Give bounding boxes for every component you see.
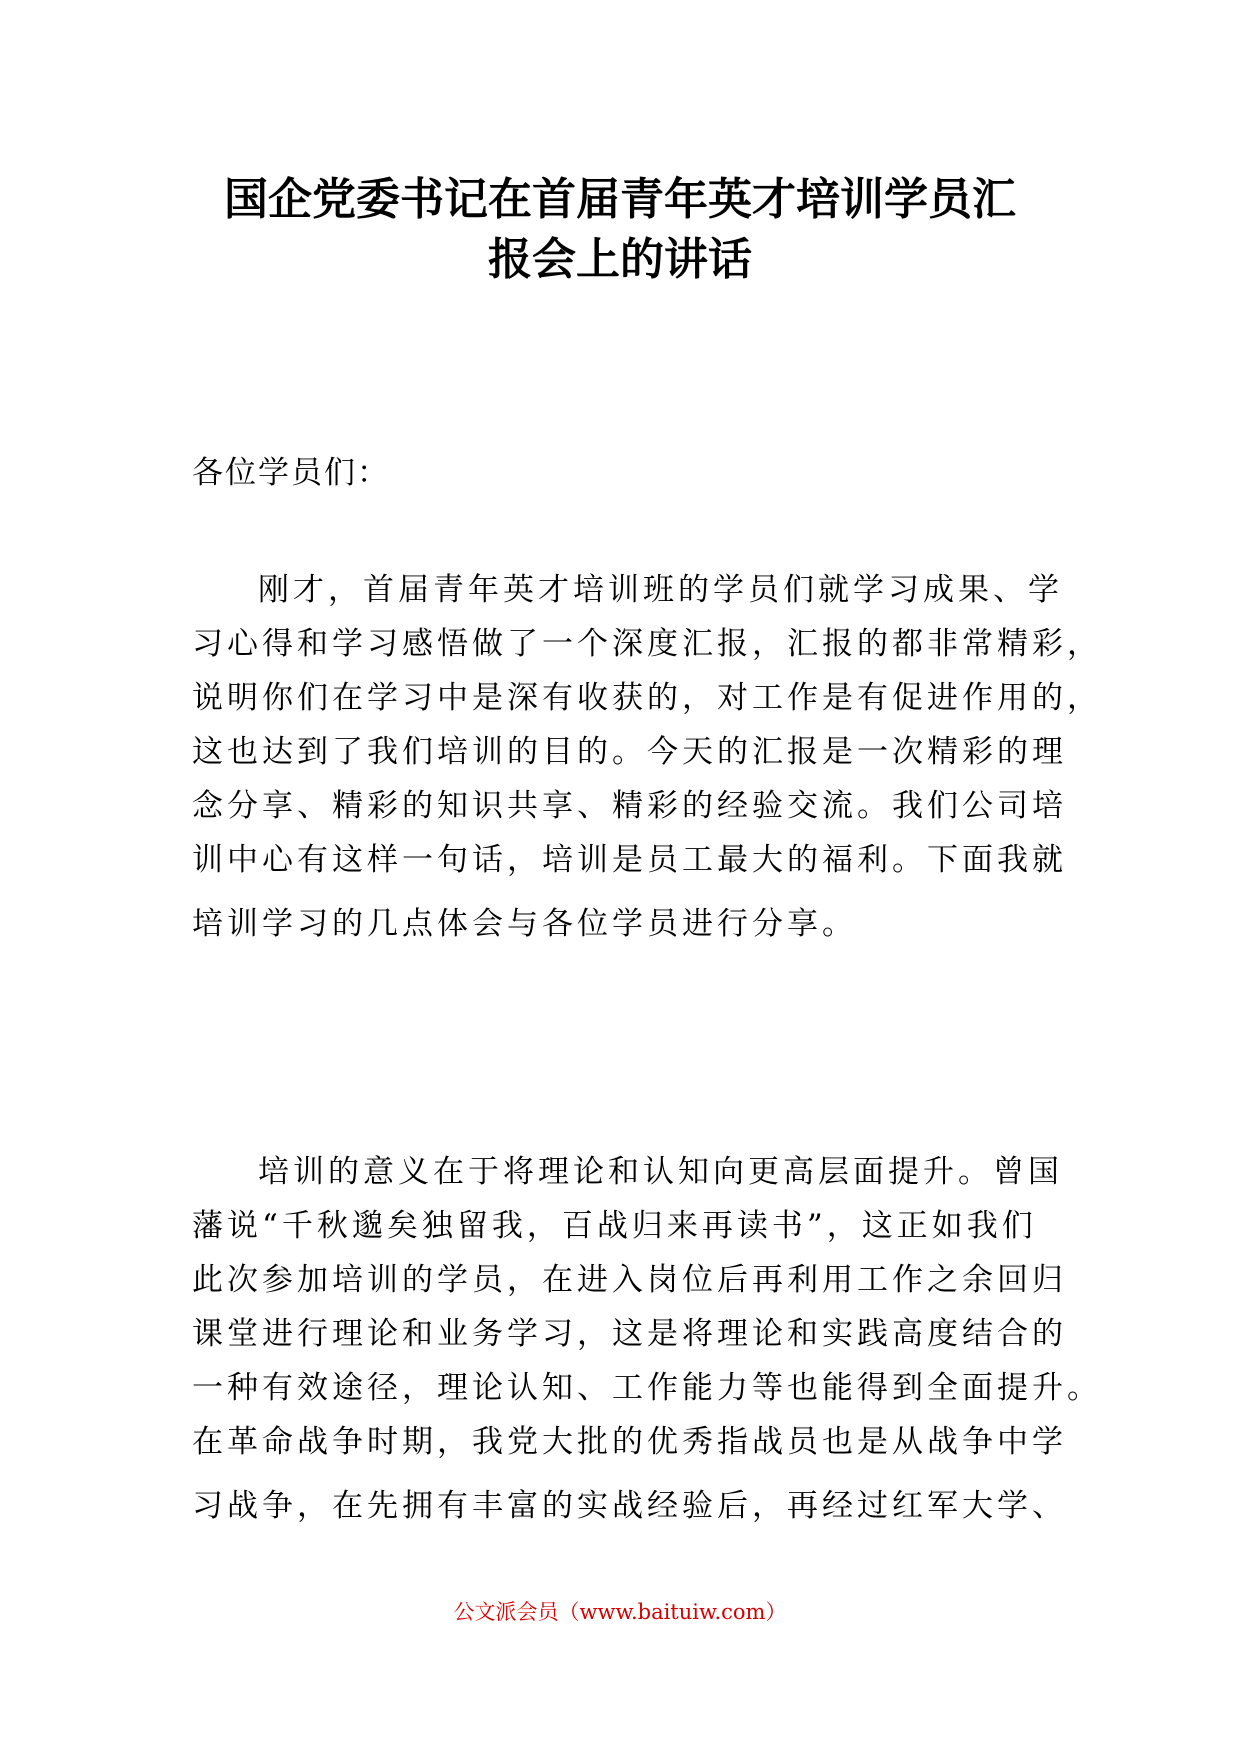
paragraph-line: 念分享、精彩的知识共享、精彩的经验交流。我们公司培	[192, 788, 1067, 824]
paragraph-line: 此次参加培训的学员，在进入岗位后再利用工作之余回归	[192, 1262, 1067, 1298]
paragraph-line: 训中心有这样一句话，培训是员工最大的福利。下面我就	[192, 842, 1067, 878]
salutation: 各位学员们：	[192, 455, 390, 491]
paragraph-line: 一种有效途径，理论认知、工作能力等也能得到全面提升。	[192, 1370, 1102, 1406]
document-title	[140, 170, 1100, 290]
paragraph-line: 培训学习的几点体会与各位学员进行分享。	[192, 906, 857, 942]
paragraph-line: 培训的意义在于将理论和认知向更高层面提升。曾国	[258, 1154, 1063, 1190]
paragraph-line: 刚才，首届青年英才培训班的学员们就学习成果、学	[258, 572, 1063, 608]
title-line-2: 报会上的讲话	[488, 234, 752, 285]
paragraph	[192, 1145, 1102, 1533]
paragraph-line: 习心得和学习感悟做了一个深度汇报，汇报的都非常精彩，	[192, 626, 1102, 662]
paragraph-line: 说明你们在学习中是深有收获的，对工作是有促进作用的，	[192, 680, 1102, 716]
paragraph-line: 藩说“千秋邈矣独留我，百战归来再读书”，这正如我们	[192, 1208, 1037, 1244]
title-line-1: 国企党委书记在首届青年英才培训学员汇	[224, 174, 1016, 225]
paragraph	[192, 563, 1102, 951]
paragraph-line: 课堂进行理论和业务学习，这是将理论和实践高度结合的	[192, 1316, 1067, 1352]
paragraph-line: 这也达到了我们培训的目的。今天的汇报是一次精彩的理	[192, 734, 1067, 770]
paragraph-line: 在革命战争时期，我党大批的优秀指战员也是从战争中学	[192, 1424, 1067, 1460]
footer-watermark: 公文派会员（www.baituiw.com）	[453, 1600, 787, 1624]
paragraph-line: 习战争，在先拥有丰富的实战经验后，再经过红军大学、	[192, 1488, 1067, 1524]
